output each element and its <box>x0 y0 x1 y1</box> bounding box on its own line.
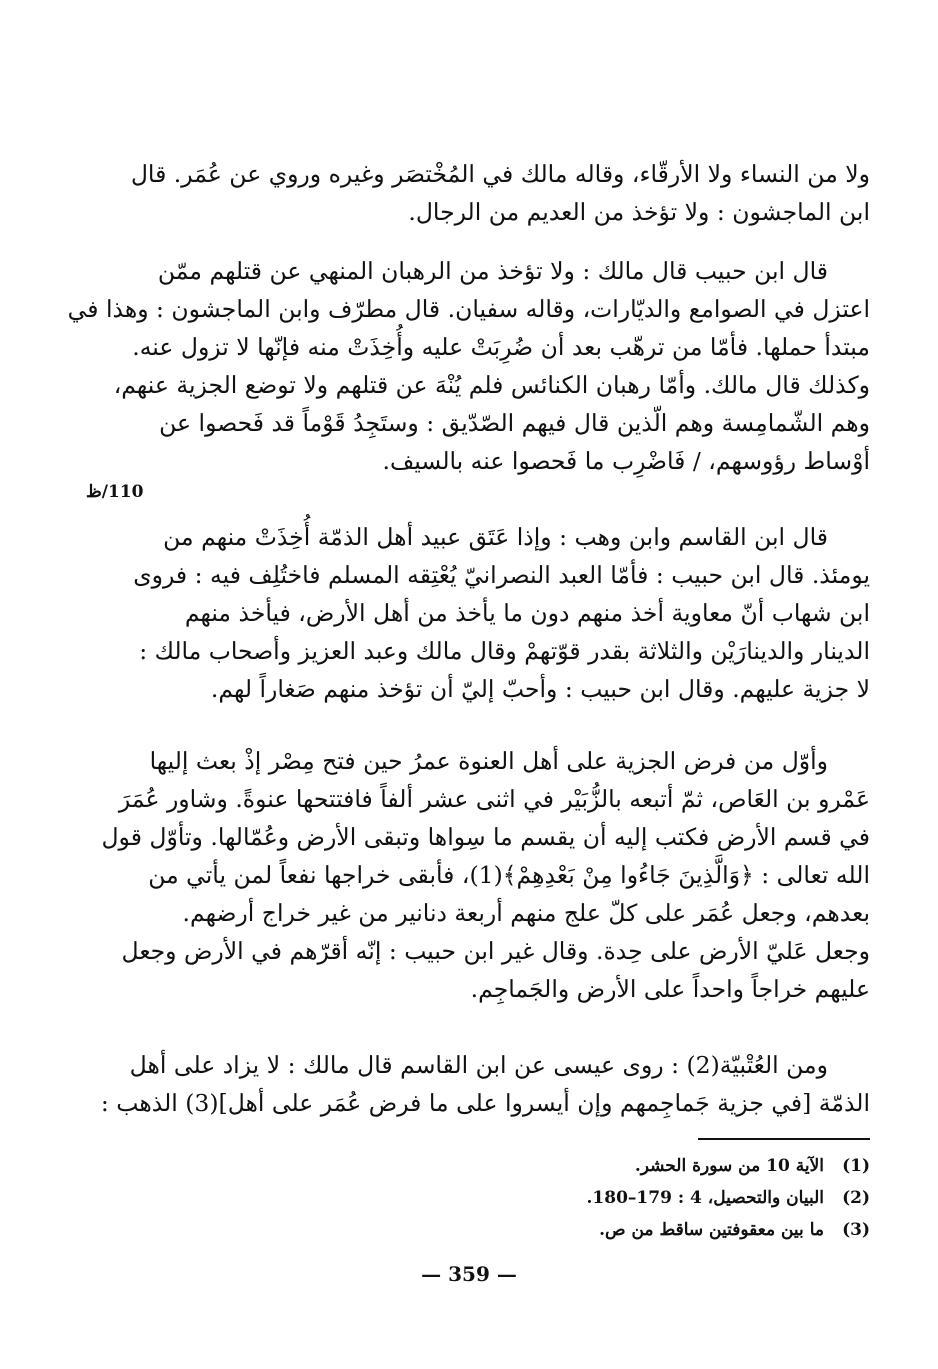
footnote-text: البيان والتحصيل، 4 : 179–180. <box>586 1188 824 1208</box>
text-line: عَمْرو بن العَاص، ثمّ أتبعه بالزُّبَيْر في اثنى عشر ألفاً فافتتحها عنوةً. وشاور عُمَرَ <box>118 785 870 813</box>
text-line: بعدهم، وجعل عُمَر على كلّ علج منهم أربعة دنانير من غير خراج أرضهم. <box>182 899 870 927</box>
text-line: يومئذ. قال ابن حبيب : فأمّا العبد النصرانيّ يُعْتِقه المسلم فاختُلِف فيه : فروى <box>133 561 870 589</box>
footnote-number: (3) <box>842 1220 870 1240</box>
text-line: الذمّة [في جزية جَماجِمهم وإن أيسروا على ما فرض عُمَر على أهل](3) الذهب : <box>100 1089 870 1117</box>
text-line: وجعل عَليّ الأرض على حِدة. وقال غير ابن حبيب : إنّه أقرّهم في الأرض وجعل <box>121 937 870 965</box>
text-line: في قسم الأرض فكتب إليه أن يقسم ما سِواها وتبقى الأرض وعُمّالها. وتأوّل قول <box>101 823 870 851</box>
text-line: قال ابن حبيب قال مالك : ولا تؤخذ من الرهبان المنهي عن قتلهم ممّن <box>157 257 828 285</box>
text-line: ابن شهاب أنّ معاوية أخذ منهم دون ما يأخذ من أهل الأرض، فيأخذ منهم <box>184 599 870 627</box>
text-line: قال ابن القاسم وابن وهب : وإذا عَتَق عبيد أهل الذمّة أُخِذَتْ منهم من <box>163 523 828 551</box>
footnote-number: (1) <box>842 1156 870 1176</box>
footnote-text: ما بين معقوفتين ساقط من ص. <box>599 1220 824 1240</box>
text-line: مبتدأ حملها. فأمّا من ترهّب بعد أن ضُرِبَتْ عليه وأُخِذَتْ منه فإنّها لا تزول عنه. <box>132 333 870 361</box>
text-line: اعتزل في الصوامع والديّارات، وقاله سفيان. قال مطرّف وابن الماجشون : وهذا في <box>67 295 870 323</box>
page-number: — 359 — <box>421 1262 517 1286</box>
paragraph-1 <box>130 155 870 231</box>
text-line: الدينار والدينارَيْن والثلاثة بقدر قوّتهمْ وقال مالك وعبد العزيز وأصحاب مالك : <box>139 637 870 665</box>
paragraph-2 <box>67 252 870 480</box>
footnote <box>440 1150 870 1182</box>
text-line: وأوّل من فرض الجزية على أهل العنوة عمرُ حين فتح مِصْر إذْ بعث إليها <box>149 747 828 775</box>
paragraph-4 <box>101 742 870 1008</box>
footnote-separator <box>698 1138 870 1140</box>
footnote-text: الآية 10 من سورة الحشر. <box>634 1156 824 1176</box>
text-line: عليهم خراجاً واحداً على الأرض والجَماجِم. <box>470 975 870 1003</box>
text-line: وكذلك قال مالك. وأمّا رهبان الكنائس فلم يُنْهَ عن قتلهم ولا توضع الجزية عنهم، <box>113 371 870 399</box>
footnote <box>440 1182 870 1214</box>
text-line: ومن العُتْبيّة(2) : روى عيسى عن ابن القاسم قال مالك : لا يزاد على أهل <box>129 1051 828 1079</box>
paragraph-3 <box>133 518 870 708</box>
text-line: ابن الماجشون : ولا تؤخذ من العديم من الرجال. <box>408 198 870 226</box>
folio-margin-note: 110/ظ <box>86 482 144 502</box>
footnote-number: (2) <box>842 1188 870 1208</box>
footnote <box>440 1214 870 1246</box>
text-line: ولا من النساء ولا الأرقّاء، وقاله مالك في المُخْتصَر وغيره وروي عن عُمَر. قال <box>130 160 870 188</box>
footnotes <box>440 1150 870 1246</box>
text-line: وهم الشّمامِسة وهم الّذين قال فيهم الصّدّيق : وستَجِدُ قَوْماً قد فَحصوا عن <box>159 409 870 437</box>
text-line: لا جزية عليهم. وقال ابن حبيب : وأحبّ إليّ أن تؤخذ منهم صَغاراً لهم. <box>210 675 870 703</box>
paragraph-5 <box>100 1046 870 1122</box>
text-line: الله تعالى : ﴿وَالَّذِينَ جَاءُوا مِنْ بَعْدِهِمْ﴾(1)، فأبقى خراجها نفعاً لمن يأتي من <box>148 861 870 889</box>
text-line: أوْساط رؤوسهم، / فَاضْرِب ما فَحصوا عنه بالسيف. <box>382 447 870 475</box>
